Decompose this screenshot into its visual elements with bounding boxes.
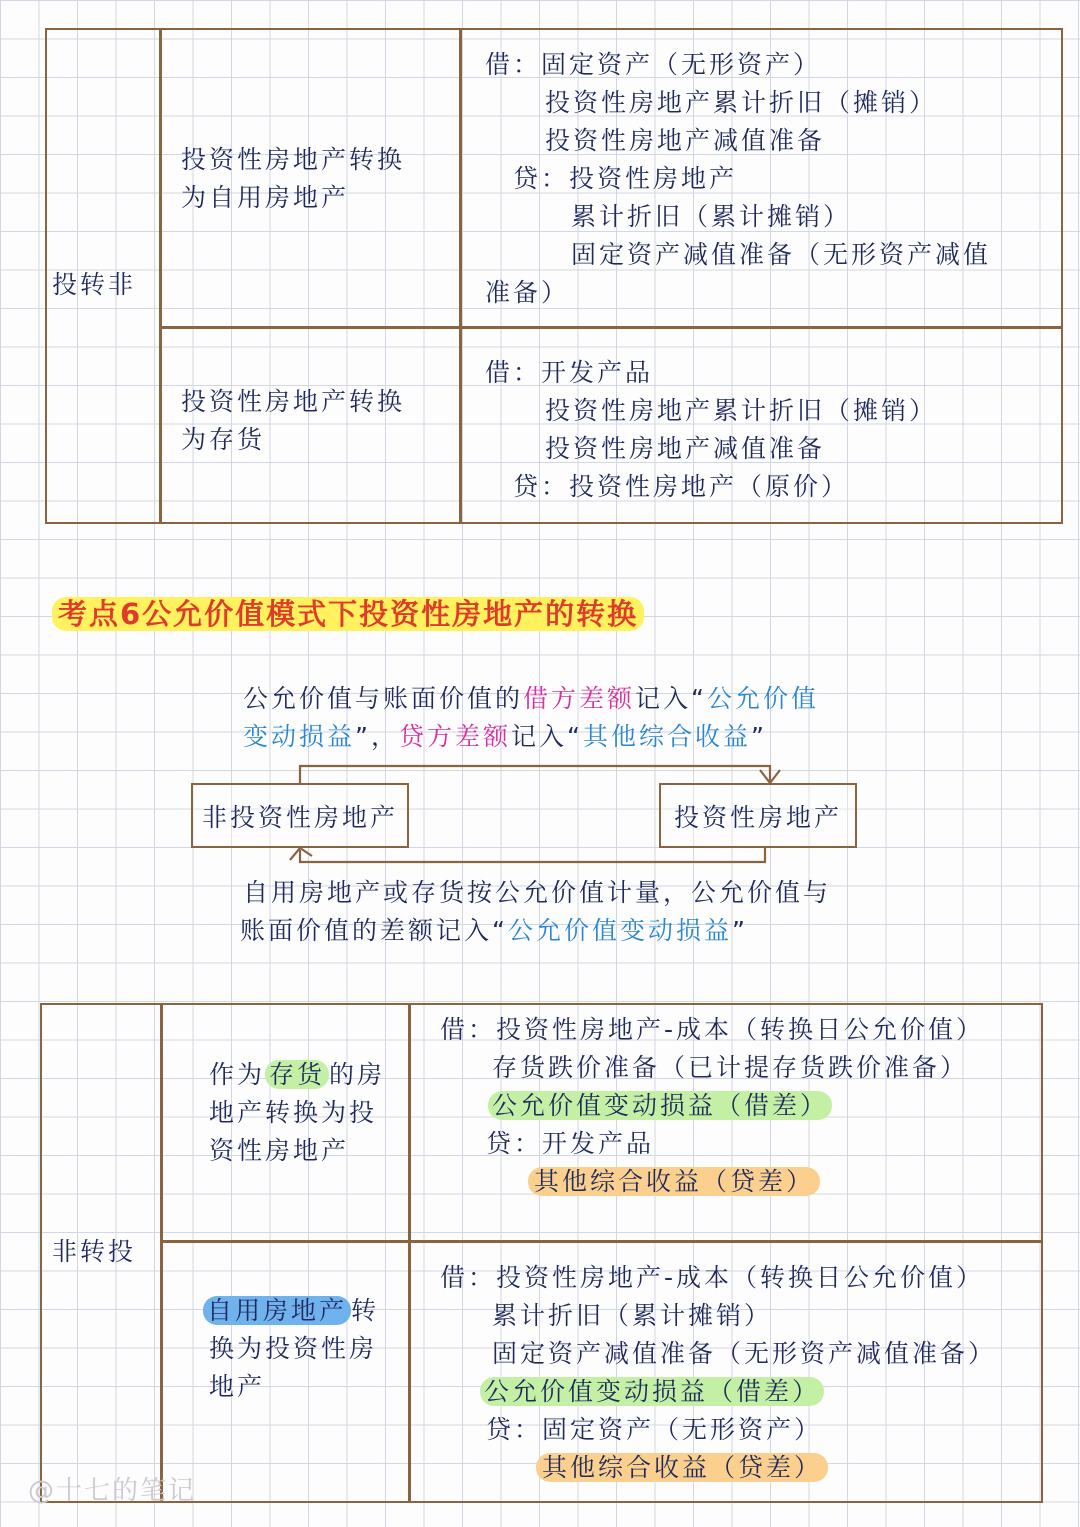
- entry-line: 借：开发产品: [485, 358, 654, 387]
- fair-value-change-highlight: 公允价值变动损益（借差）: [488, 1091, 832, 1120]
- table1-row2-label-line2: 为存货: [181, 425, 266, 454]
- top-note-text: 记入“: [510, 722, 583, 751]
- bottom-note-text: ”: [731, 916, 748, 945]
- table1-row2-label-line1: 投资性房地产转换: [181, 387, 406, 416]
- table2-divider-1: [160, 1003, 163, 1503]
- entry-line: 贷：固定资产（无形资产）: [486, 1415, 823, 1444]
- entry-line: 投资性房地产累计折旧（摊销）: [545, 88, 938, 117]
- label-text: 作为: [209, 1060, 266, 1089]
- table2-row1-label-line1: [209, 1056, 399, 1094]
- top-note-text: 公允价值与账面价值的: [243, 684, 524, 713]
- entry-line: 存货跌价准备（已计提存货跌价准备）: [492, 1053, 969, 1082]
- bottom-note-line1: 自用房地产或存货按公允价值计量，公允价值与: [243, 878, 832, 907]
- investment-property-box: 投资性房地产: [659, 783, 857, 848]
- table2-row2-entry: [440, 1259, 996, 1487]
- entry-line: 借：固定资产（无形资产）: [485, 50, 822, 79]
- non-investment-property-box: 非投资性房地产: [191, 783, 409, 848]
- table2-row2-label: [203, 1292, 403, 1406]
- oci-highlight: 其他综合收益（贷差）: [536, 1453, 828, 1482]
- entry-line: 贷：开发产品: [486, 1129, 655, 1158]
- table2-divider-2: [408, 1003, 411, 1503]
- fair-value-change-highlight: 公允价值变动损益（借差）: [480, 1377, 824, 1406]
- table2-group-label: 非转投: [52, 1237, 137, 1266]
- credit-difference-text: 贷方差额: [398, 722, 511, 751]
- fair-value-text: 公允价值: [706, 684, 819, 713]
- bottom-note-text: 账面价值的差额记入“: [240, 916, 508, 945]
- table1-row1-label-line2: 为自用房地产: [181, 183, 350, 212]
- label-text: 转: [351, 1296, 380, 1325]
- table1-row1-label-line1: 投资性房地产转换: [181, 145, 406, 174]
- table2-row2-label-line2: 换为投资性房: [209, 1334, 378, 1363]
- table2-row2-label-line3: 地产: [209, 1372, 266, 1401]
- entry-line: 贷：投资性房地产（原价）: [513, 472, 850, 501]
- entry-line: 投资性房地产减值准备: [545, 126, 826, 155]
- table2-row1-label-line2: 地产转换为投: [209, 1098, 378, 1127]
- debit-difference-text: 借方差额: [523, 684, 636, 713]
- watermark: @十七的笔记: [28, 1476, 197, 1506]
- entry-line: [488, 1087, 984, 1125]
- top-note-text: ”，: [355, 722, 399, 751]
- entry-line: [528, 1163, 984, 1201]
- top-note-text: 记入“: [635, 684, 707, 713]
- entry-line: [536, 1449, 996, 1487]
- fair-value-change-text: 公允价值变动损益: [507, 916, 732, 945]
- table2-row1-entry: [440, 1011, 984, 1201]
- table2-row1-label-line3: 资性房地产: [209, 1136, 350, 1165]
- table1-group-label: 投转非: [52, 270, 137, 299]
- label-text: 的房: [329, 1060, 386, 1089]
- oci-text: 其他综合收益: [582, 722, 751, 751]
- entry-line: 投资性房地产减值准备: [545, 434, 826, 463]
- entry-line: 固定资产减值准备（无形资产减值: [571, 240, 992, 269]
- entry-line: 贷：投资性房地产: [513, 164, 738, 193]
- inventory-highlight: 存货: [265, 1060, 329, 1089]
- entry-line: 累计折旧（累计摊销）: [571, 202, 852, 231]
- entry-line: 固定资产减值准备（无形资产减值准备）: [492, 1339, 997, 1368]
- entry-line: 借：投资性房地产-成本（转换日公允价值）: [440, 1015, 985, 1044]
- diagram-bottom-note: [240, 874, 832, 950]
- fair-value-change-text: 变动损益: [243, 722, 356, 751]
- entry-line: [480, 1373, 996, 1411]
- entry-line: 投资性房地产累计折旧（摊销）: [545, 396, 938, 425]
- table2-row2-label-line1: [203, 1292, 403, 1330]
- oci-highlight: 其他综合收益（贷差）: [528, 1167, 820, 1196]
- top-note-text: ”: [750, 722, 767, 751]
- entry-line: 累计折旧（累计摊销）: [492, 1301, 773, 1330]
- entry-line: 借：投资性房地产-成本（转换日公允价值）: [440, 1263, 985, 1292]
- entry-line: 准备）: [485, 278, 570, 307]
- self-use-highlight: 自用房地产: [203, 1296, 351, 1325]
- bottom-note-line2: [240, 912, 831, 950]
- table2-row-divider: [160, 1240, 1043, 1243]
- section-title-text: 考点6公允价值模式下投资性房地产的转换: [52, 597, 644, 631]
- arrow-to-non-investment: [300, 848, 765, 862]
- table2-row1-label: [209, 1056, 399, 1170]
